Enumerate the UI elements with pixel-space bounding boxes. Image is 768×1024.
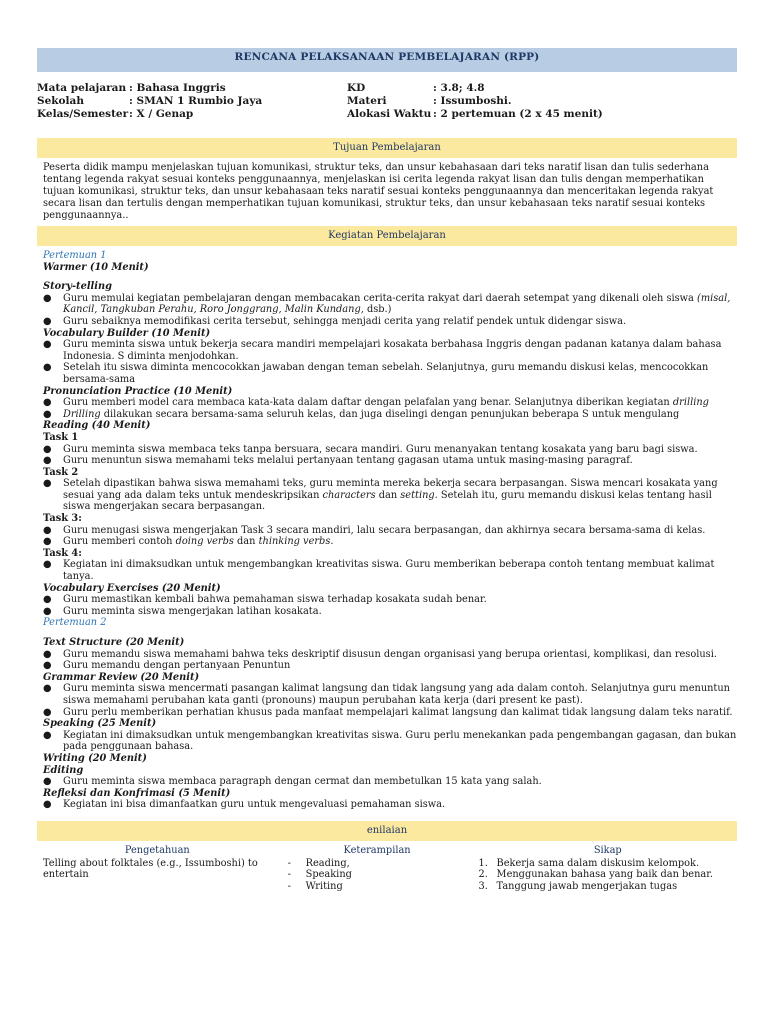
pertemuan-2-title: Pertemuan 2 (43, 617, 107, 629)
penilaian-table (37, 845, 737, 892)
list-item: 3. Tanggung jawab mengerjakan tugas (478, 880, 678, 892)
list-item: ● Kegiatan ini dimaksudkan untuk mengembangkan kreativitas siswa. Guru memberikan beberapa contoh tentang membuat kalimat tanya. (43, 559, 715, 583)
sikap-title: Sikap (593, 844, 622, 856)
list-item: - Speaking (287, 869, 352, 881)
tujuan-text: Peserta didik mampu menjelaskan tujuan komunikasi, struktur teks, dan unsur kebahasaan dari teks naratif lisan dan tulis sederhana tentang legenda rakyat sesuai konteks penggunaannya, menjelaskan isi cerita legenda rakyat lisan dan tulis dengan memperhatikan tujuan komunikasi, struktur teks, dan unsur kebahasaan teks naratif sesuai konteks penggunaannya dan menceritakan legenda rakyat secara lisan dan tertulis dengan memperhatikan tujuan komunikasi, struktur teks, dan unsur kebahasaan teks naratif sesuai konteks penggunaannya.. (43, 162, 714, 221)
list-item: - Reading, (287, 857, 350, 869)
warmer-heading: Warmer (10 Menit) (43, 261, 149, 273)
text-structure-heading: Text Structure (20 Menit) (43, 637, 185, 648)
list-item: ● Guru meminta siswa membaca paragraph dengan cermat dan membetulkan 15 kata yang salah. (43, 776, 542, 788)
editing-heading: Editing (43, 764, 84, 776)
info-row-sekolah: Sekolah : SMAN 1 Rumbio Jaya (37, 95, 263, 107)
refleksi-heading: Refleksi dan Konfrimasi (5 Menit) (43, 787, 231, 799)
list-item: ● Guru sebaiknya memodifikasi cerita tersebut, sehingga menjadi cerita yang relatif pendek untuk didengar siswa. (43, 315, 627, 327)
info-block (37, 82, 737, 138)
keterampilan-title: Keterampilan (343, 844, 411, 856)
vocab-builder-heading: Vocabulary Builder (10 Menit) (43, 327, 211, 339)
list-item: ● Setelah dipastikan bahwa siswa memahami teks, guru meminta mereka bekerja secara berpasangan. Siswa mencari kosakata yang sesuai yang ada dalam teks untuk mendeskripsikan characters dan setting. Setelah itu, guru memandu diskusi kelas tentang hasil siswa mengerjakan secara berpasangan. (43, 478, 718, 513)
tujuan-heading: Tujuan Pembelajaran (37, 138, 737, 158)
storytelling-heading: Story-telling (43, 281, 112, 293)
list-item: ● Guru memberi model cara membaca kata-kata dalam daftar dengan pelafalan yang benar. Selanjutnya diberikan kegiatan drilling (43, 397, 709, 409)
list-item: - Writing (287, 880, 343, 892)
list-item: ● Drilling dilakukan secara bersama-sama seluruh kelas, dan juga diselingi dengan penunjukan beberapa S untuk mengulang (43, 408, 680, 420)
rpp-document (37, 48, 737, 892)
document-title: RENCANA PELAKSANAAN PEMBELAJARAN (RPP) (37, 48, 737, 72)
penilaian-heading: enilaian (37, 821, 737, 841)
pertemuan-1-title: Pertemuan 1 (43, 250, 107, 261)
list-item: ● Kegiatan ini dimaksudkan untuk mengembangkan kreativitas siswa. Guru perlu menekankan pada pengembangan gagasan, dan bukan pada penggunaan bahasa. (43, 729, 737, 753)
list-item: ● Guru perlu memberikan perhatian khusus pada manfaat mempelajari kalimat langsung dan kalimat tidak langsung dalam teks naratif. (43, 706, 733, 718)
kegiatan-content (37, 250, 737, 811)
keterampilan-column (272, 845, 467, 892)
list-item: ● Guru meminta siswa mencermati pasangan kalimat langsung dan tidak langsung yang ada dalam contoh. Selanjutnya guru menuntun siswa memahami perubahan kata ganti (pronouns) maupun perubahan kata kerja (dari present ke past). (43, 683, 730, 706)
task-1-heading: Task 1 (43, 431, 79, 443)
list-item: ● Guru memandu dengan pertanyaan Penuntun (43, 660, 291, 672)
task-2-heading: Task 2 (43, 466, 79, 478)
info-row-kelas: Kelas/Semester: X / Genap (37, 108, 194, 120)
list-item: ● Guru meminta siswa membaca teks tanpa bersuara, secara mandiri. Guru menanyakan tentang kosakata yang baru bagi siswa. (43, 443, 698, 455)
list-item: ● Guru memulai kegiatan pembelajaran dengan membacakan cerita-cerita rakyat dari daerah setempat yang dikenali oleh siswa (misal, Kancil, Tangkuban Perahu, Roro Jonggrang, Malin Kundang, dsb.) (43, 292, 731, 316)
list-item: 2. Menggunakan bahasa yang baik dan benar. (478, 869, 713, 881)
list-item: ● Guru meminta siswa mengerjakan latihan kosakata. (43, 605, 322, 617)
pengetahuan-title: Pengetahuan (124, 844, 190, 856)
pronunciation-heading: Pronunciation Practice (10 Menit) (43, 385, 233, 397)
pengetahuan-text: Telling about folktales (e.g., Issumboshi) to entertain (43, 857, 258, 881)
list-item: ● Guru memberi contoh doing verbs dan thinking verbs. (43, 536, 334, 548)
writing-heading: Writing (20 Menit) (43, 752, 147, 764)
list-item: ● Kegiatan ini bisa dimanfaatkan guru untuk mengevaluasi pemahaman siswa. (43, 799, 446, 811)
list-item: ● Guru memastikan kembali bahwa pemahaman siswa terhadap kosakata sudah benar. (43, 594, 487, 606)
reading-heading: Reading (40 Menit) (43, 420, 151, 432)
grammar-review-heading: Grammar Review (20 Menit) (43, 671, 200, 683)
list-item: ● Guru meminta siswa untuk bekerja secara mandiri mempelajari kosakata berbahasa Inggris dengan padanan katanya dalam bahasa Indonesia. S diminta menjodohkan. (43, 339, 722, 362)
info-row-mapel: Mata pelajaran : Bahasa Inggris (37, 82, 226, 94)
kegiatan-heading: Kegiatan Pembelajaran (37, 226, 737, 246)
list-item: 1. Bekerja sama dalam diskusim kelompok. (478, 857, 700, 869)
info-row-alokasi: Alokasi Waktu : 2 pertemuan (2 x 45 menit) (347, 108, 603, 120)
task-3-heading: Task 3: (43, 513, 82, 525)
info-row-kd: KD : 3.8; 4.8 (347, 82, 485, 94)
sikap-column (467, 845, 737, 892)
task-4-heading: Task 4: (43, 547, 82, 559)
list-item: ● Guru menuntun siswa memahami teks melalui pertanyaan tentang gagasan utama untuk masing-masing paragraf. (43, 455, 633, 467)
list-item: ● Setelah itu siswa diminta mencocokkan jawaban dengan teman sebelah. Selanjutnya, guru memandu diskusi kelas, mencocokkan bersama-sama (43, 362, 709, 385)
pengetahuan-column (37, 845, 272, 892)
speaking-heading: Speaking (25 Menit) (43, 718, 157, 730)
list-item: ● Guru memandu siswa memahami bahwa teks deskriptif disusun dengan organisasi yang berupa orientasi, komplikasi, dan resolusi. (43, 648, 717, 660)
vocab-exercises-heading: Vocabulary Exercises (20 Menit) (43, 582, 221, 594)
list-item: ● Guru menugasi siswa mengerjakan Task 3 secara mandiri, lalu secara berpasangan, dan akhirnya secara bersama-sama di kelas. (43, 524, 706, 536)
info-row-materi: Materi : Issumboshi. (347, 95, 512, 107)
